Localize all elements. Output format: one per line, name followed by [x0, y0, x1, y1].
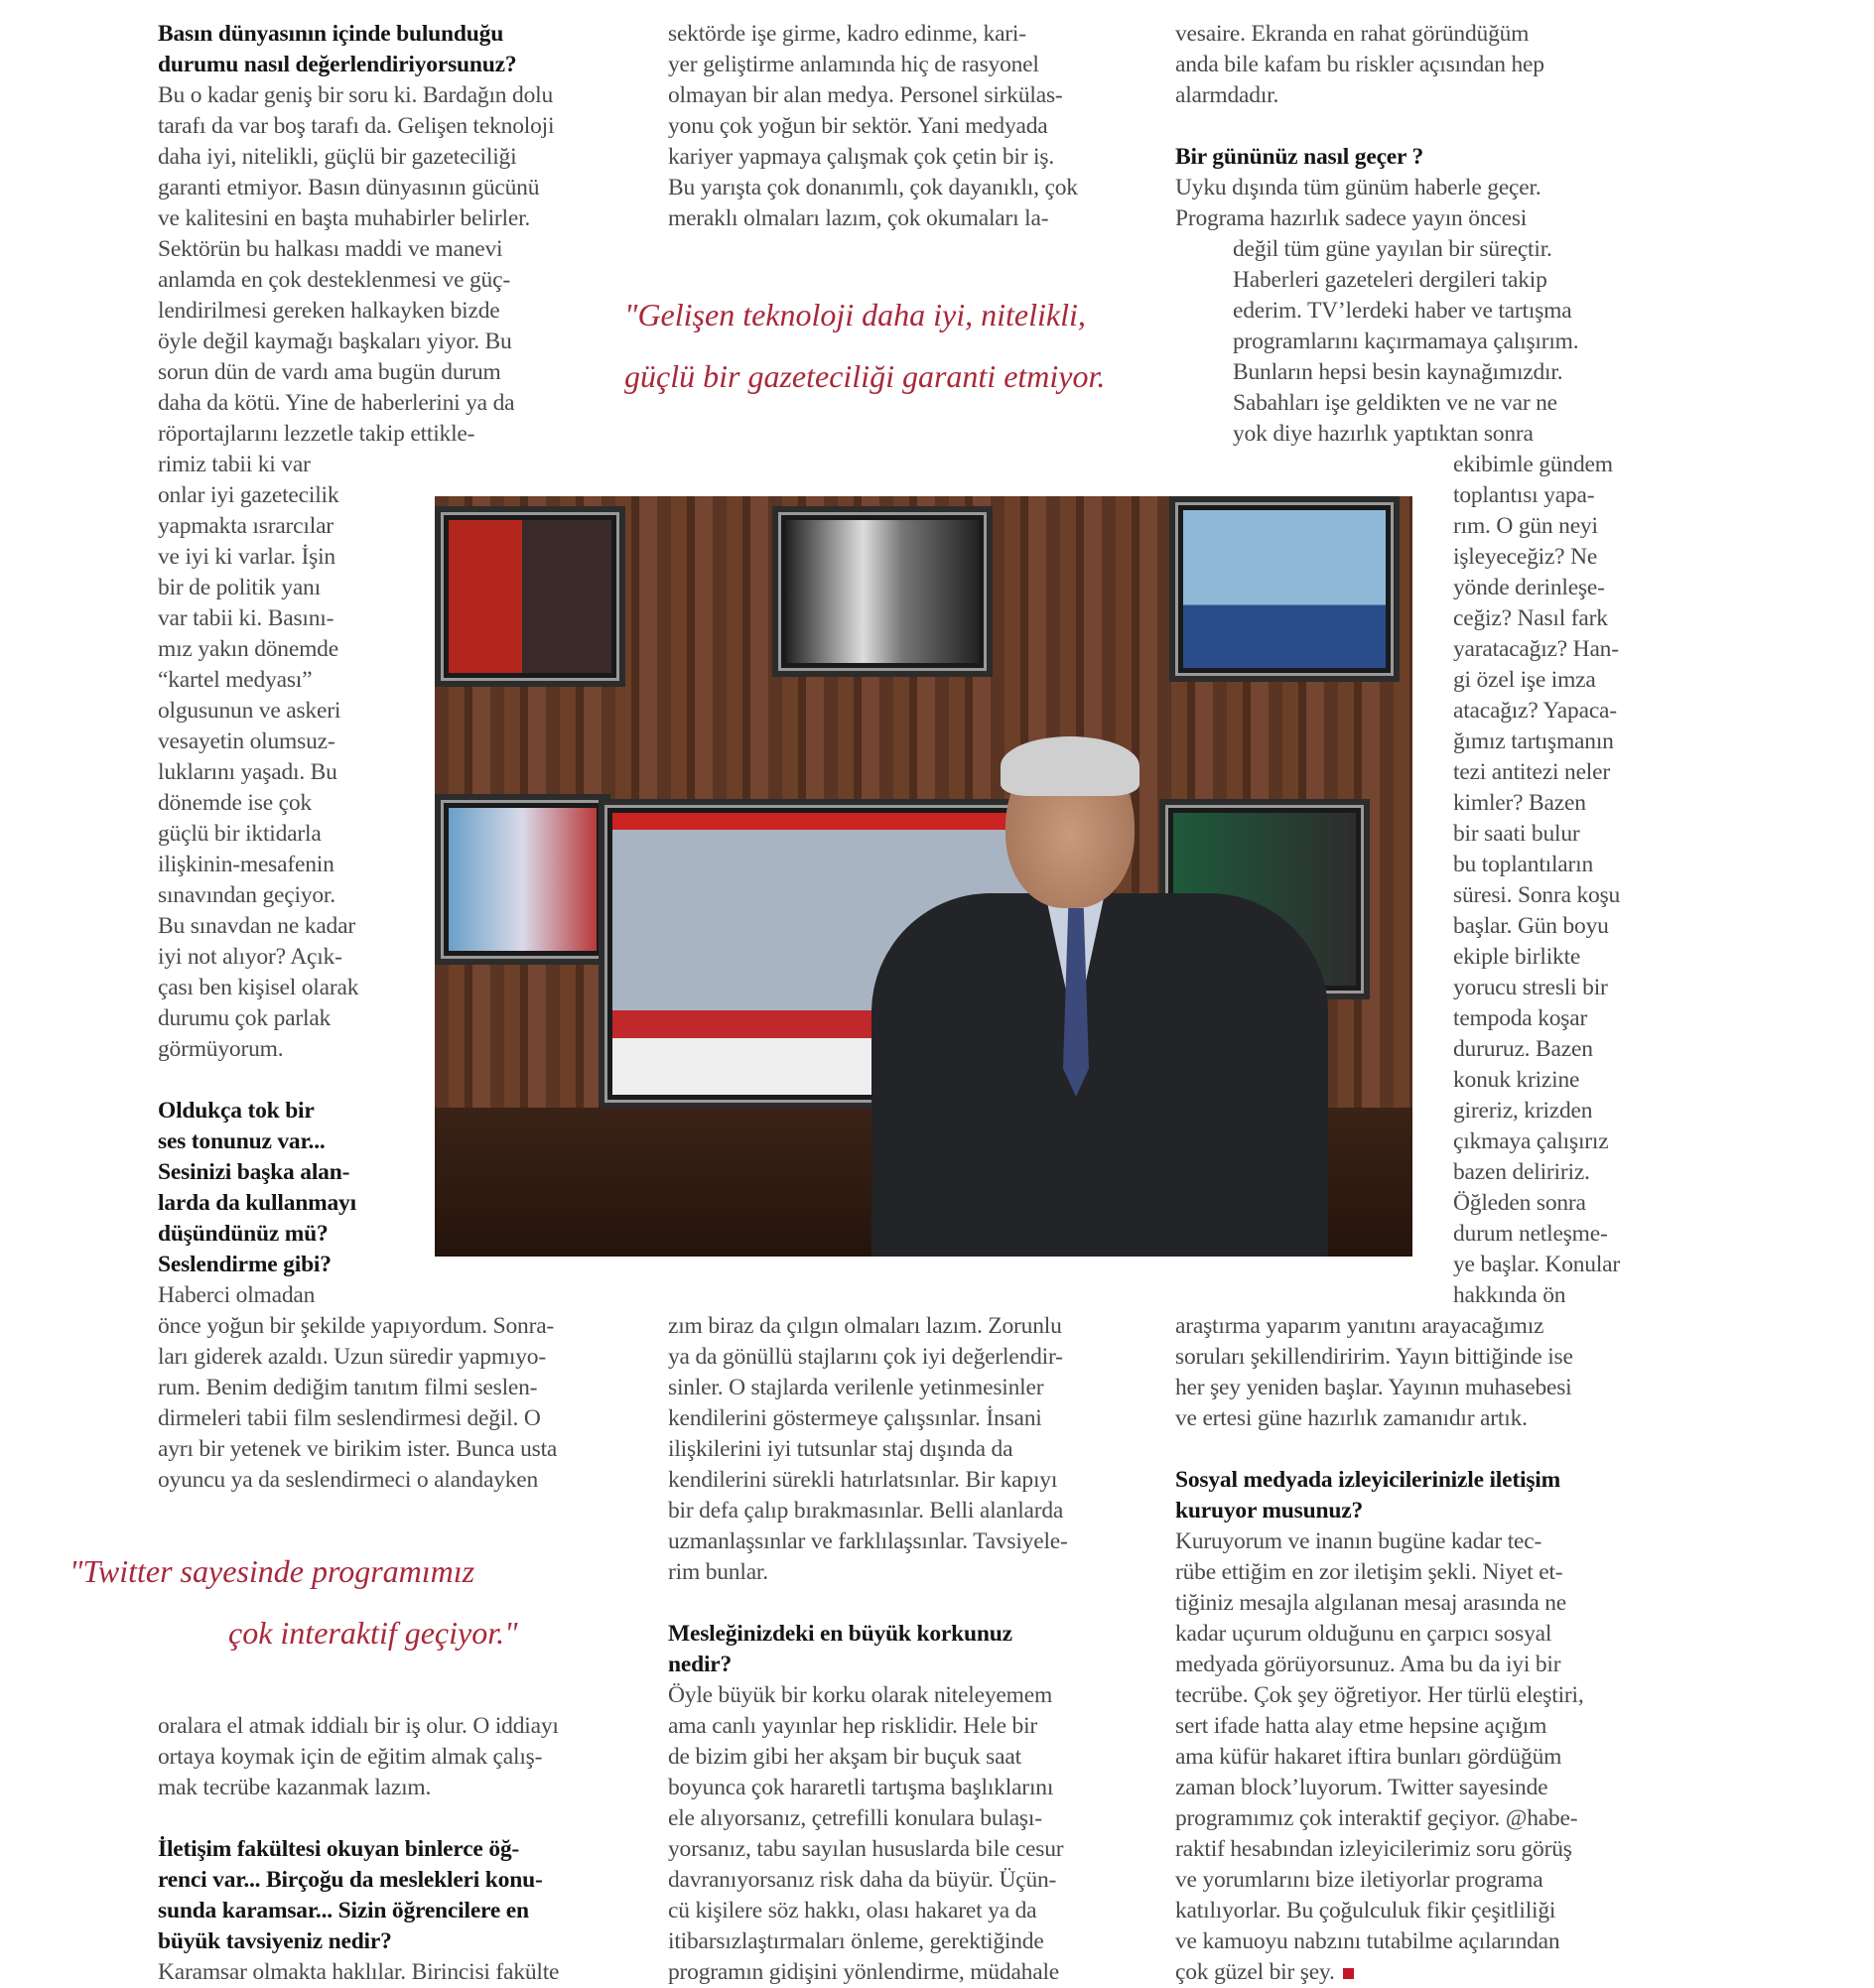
- answer-paragraph: [1233, 234, 1662, 450]
- pull-quote-line: "Twitter sayesinde programımız: [69, 1553, 475, 1589]
- answer-paragraph: [668, 19, 1154, 234]
- article-end-mark-icon: [1343, 1968, 1354, 1979]
- text-line: yönde derinleşe-: [1453, 575, 1605, 600]
- text-line: soruları şekillendiririm. Yayın bittiğinde ise: [1175, 1344, 1573, 1370]
- text-line: ses tonunuz var...: [158, 1128, 326, 1154]
- text-line: İletişim fakültesi okuyan binlerce öğ-: [158, 1836, 520, 1862]
- text-line: meraklı olmaları lazım, çok okumaları la-: [668, 205, 1049, 231]
- text-line: Bunların hepsi besin kaynağımızdır.: [1233, 359, 1563, 385]
- text-line: alarmdadır.: [1175, 82, 1279, 108]
- text-line: kendilerini sürekli hatırlatsınlar. Bir kapıyı: [668, 1467, 1058, 1493]
- text-line: Programa hazırlık sadece yayın öncesi: [1175, 205, 1528, 231]
- text-line: nedir?: [668, 1652, 733, 1677]
- text-line: güçlü bir iktidarla: [158, 821, 322, 847]
- text-line: de bizim gibi her akşam bir buçuk saat: [668, 1744, 1021, 1770]
- question-heading: [668, 1619, 1154, 1680]
- text-line: Sesinizi başka alan-: [158, 1159, 350, 1185]
- text-line: bir defa çalıp bırakmasınlar. Belli alanlarda: [668, 1498, 1064, 1524]
- text-line: düşündünüz mü?: [158, 1221, 329, 1247]
- text-line: yapmakta ısrarcılar: [158, 513, 334, 539]
- interviewee: [871, 744, 1328, 1257]
- text-line: olmayan bir alan medya. Personel sirkülas-: [668, 82, 1063, 108]
- text-line: durumu çok parlak: [158, 1005, 332, 1031]
- text-line: her şey yeniden başlar. Yayının muhasebesi: [1175, 1375, 1572, 1400]
- text-line: rim bunlar.: [668, 1559, 768, 1585]
- text-line: ğımız tartışmanın: [1453, 729, 1614, 754]
- text-line: garanti etmiyor. Basın dünyasının gücünü: [158, 175, 540, 200]
- text-line: daha da kötü. Yine de haberlerini ya da: [158, 390, 515, 416]
- text-line: Öyle büyük bir korku olarak niteleyemem: [668, 1682, 1053, 1708]
- text-line: var tabii ki. Basını-: [158, 605, 335, 631]
- answer-paragraph: [1175, 1311, 1662, 1434]
- text-line: rım. O gün neyi: [1453, 513, 1598, 539]
- text-line: çası ben kişisel olarak: [158, 975, 359, 1000]
- text-line: durum netleşme-: [1453, 1221, 1608, 1247]
- text-line: ilişkilerini iyi tutsunlar staj dışında da: [668, 1436, 1013, 1462]
- question-heading: [158, 19, 634, 80]
- text-line: ları giderek azaldı. Uzun süredir yapmıyo-: [158, 1344, 546, 1370]
- text-line: ya da gönüllü stajlarını çok iyi değerlendir-: [668, 1344, 1063, 1370]
- text-line: bu toplantıların: [1453, 852, 1594, 877]
- pull-quote-line: "Gelişen teknoloji daha iyi, nitelikli,: [624, 297, 1086, 332]
- text-line: atacağız? Yapaca-: [1453, 698, 1617, 724]
- text-line: sert ifade hatta alay etme hepsine açığım: [1175, 1713, 1547, 1739]
- text-line: mak tecrübe kazanmak lazım.: [158, 1775, 432, 1800]
- text-line: işleyeceğiz? Ne: [1453, 544, 1598, 570]
- text-line: ayrı bir yetenek ve birikim ister. Bunca usta: [158, 1436, 558, 1462]
- tv-monitor: [772, 506, 993, 677]
- text-line: kariyer yapmaya çalışmak çok çetin bir iş.: [668, 144, 1054, 170]
- text-line: yorucu stresli bir: [1453, 975, 1608, 1000]
- text-line: ve kamuoyu nabzını tutabilme açılarından: [1175, 1928, 1560, 1954]
- text-line: başlar. Gün boyu: [1453, 913, 1609, 939]
- text-line: gireriz, krizden: [1453, 1098, 1593, 1124]
- text-line: çok güzel bir şey.: [1175, 1957, 1662, 1988]
- text-line: röportajlarını lezzetle takip ettikle-: [158, 421, 475, 447]
- pull-quote-line: çok interaktif geçiyor.": [228, 1615, 518, 1651]
- text-line: tiğiniz mesajla algılanan mesaj arasında ne: [1175, 1590, 1567, 1616]
- text-line: programlarını kaçırmamaya çalışırım.: [1233, 329, 1579, 354]
- answer-paragraph: [1175, 1526, 1662, 1988]
- question-heading: [158, 1834, 634, 1957]
- text-line: kadar uçurum olduğunu en çarpıcı sosyal: [1175, 1621, 1552, 1647]
- text-line: Bu o kadar geniş bir soru ki. Bardağın dolu: [158, 82, 554, 108]
- text-line: ama canlı yayınlar hep risklidir. Hele bir: [668, 1713, 1038, 1739]
- text-line: ederim. TV’lerdeki haber ve tartışma: [1233, 298, 1572, 324]
- pull-quote-twitter: [69, 1540, 625, 1663]
- text-line: oralara el atmak iddialı bir iş olur. O iddiayı: [158, 1713, 559, 1739]
- pull-quote-technology: [624, 284, 1180, 407]
- answer-paragraph: [1175, 173, 1662, 234]
- text-line: anlamda en çok desteklenmesi ve güç-: [158, 267, 510, 293]
- text-line: durumu nasıl değerlendiriyorsunuz?: [158, 52, 517, 77]
- answer-paragraph: [1453, 450, 1662, 1311]
- text-line: tempoda koşar: [1453, 1005, 1588, 1031]
- answer-paragraph: [158, 1280, 634, 1496]
- text-line: yaratacağız? Han-: [1453, 636, 1619, 662]
- column-2-top: [668, 19, 1154, 234]
- text-line: dirmeleri tabii film seslendirmesi değil. O: [158, 1405, 541, 1431]
- text-line: yonu çok yoğun bir sektör. Yani medyada: [668, 113, 1048, 139]
- text-line: Uyku dışında tüm günüm haberle geçer.: [1175, 175, 1541, 200]
- text-line: renci var... Birçoğu da meslekleri konu-: [158, 1867, 543, 1893]
- text-line: bir saati bulur: [1453, 821, 1580, 847]
- text-line: medyada görüyorsunuz. Ama bu da iyi bir: [1175, 1652, 1561, 1677]
- text-line: çıkmaya çalışırız: [1453, 1128, 1609, 1154]
- text-line: öyle değil kaymağı başkaları yiyor. Bu: [158, 329, 512, 354]
- text-line: konuk krizine: [1453, 1067, 1580, 1093]
- text-line: ekibimle gündem: [1453, 452, 1613, 477]
- text-line: Sosyal medyada izleyicilerinizle iletişim: [1175, 1467, 1560, 1493]
- text-line: rum. Benim dediğim tanıtım filmi seslen-: [158, 1375, 538, 1400]
- text-line: iyi not alıyor? Açık-: [158, 944, 342, 970]
- text-line: tezi antitezi neler: [1453, 759, 1610, 785]
- answer-paragraph: [158, 1711, 634, 1803]
- text-line: Bu yarışta çok donanımlı, çok dayanıklı, çok: [668, 175, 1078, 200]
- text-line: ve kalitesini en başta muhabirler belirler.: [158, 205, 531, 231]
- text-line: süresi. Sonra koşu: [1453, 882, 1621, 908]
- text-line: yer geliştirme anlamında hiç de rasyonel: [668, 52, 1039, 77]
- tv-monitor: [1169, 496, 1400, 682]
- text-line: Karamsar olmakta haklılar. Birincisi fakülte: [158, 1959, 560, 1985]
- text-line: bazen deliririz.: [1453, 1159, 1590, 1185]
- text-line: itibarsızlaştırmaları önleme, gerektiğinde: [668, 1928, 1044, 1954]
- answer-paragraph: [158, 1957, 634, 1988]
- text-line: Bu sınavdan ne kadar: [158, 913, 355, 939]
- text-line: büyük tavsiyeniz nedir?: [158, 1928, 392, 1954]
- text-line: oyuncu ya da seslendirmeci o alandayken: [158, 1467, 539, 1493]
- answer-paragraph: [668, 1311, 1154, 1588]
- text-line: görmüyorum.: [158, 1036, 284, 1062]
- text-line: kuruyor musunuz?: [1175, 1498, 1363, 1524]
- text-line: ekiple birlikte: [1453, 944, 1581, 970]
- text-line: vesayetin olumsuz-: [158, 729, 335, 754]
- text-line: ele alıyorsanız, çetrefilli konulara bulaşı-: [668, 1805, 1042, 1831]
- text-line: Haberleri gazeteleri dergileri takip: [1233, 267, 1547, 293]
- text-line: kendilerini göstermeye çalışsınlar. İnsani: [668, 1405, 1042, 1431]
- text-line: zaman block’luyorum. Twitter sayesinde: [1175, 1775, 1548, 1800]
- text-line: lendirilmesi gereken halkayken bizde: [158, 298, 500, 324]
- text-line: değil tüm güne yayılan bir süreçtir.: [1233, 236, 1552, 262]
- text-line: tecrübe. Çok şey öğretiyor. Her türlü eleştiri,: [1175, 1682, 1584, 1708]
- text-line: luklarını yaşadı. Bu: [158, 759, 337, 785]
- text-line: programımız çok interaktif geçiyor. @habe-: [1175, 1805, 1578, 1831]
- answer-paragraph: [1175, 19, 1662, 111]
- text-line: davranıyorsanız risk daha da büyür. Üçün-: [668, 1867, 1057, 1893]
- text-line: Mesleğinizdeki en büyük korkunuz: [668, 1621, 1012, 1647]
- pull-quote-line: güçlü bir gazeteciliği garanti etmiyor.: [624, 358, 1106, 394]
- text-line: zım biraz da çılgın olmaları lazım. Zorunlu: [668, 1313, 1062, 1339]
- text-line: kimler? Bazen: [1453, 790, 1586, 816]
- text-line: mız yakın dönemde: [158, 636, 338, 662]
- tv-monitor: [435, 794, 610, 965]
- text-line: toplantısı yapa-: [1453, 482, 1595, 508]
- text-line: sorun dün de vardı ama bugün durum: [158, 359, 501, 385]
- text-line: ortaya koymak için de eğitim almak çalış-: [158, 1744, 543, 1770]
- text-line: Sektörün bu halkası maddi ve manevi: [158, 236, 503, 262]
- text-line: bir de politik yanı: [158, 575, 321, 600]
- text-line: ama küfür hakaret iftira bunları gördüğüm: [1175, 1744, 1562, 1770]
- text-line: araştırma yaparım yanıtını arayacağımız: [1175, 1313, 1544, 1339]
- text-line: ve iyi ki varlar. İşin: [158, 544, 335, 570]
- text-line: sunda karamsar... Sizin öğrencilere en: [158, 1898, 529, 1923]
- text-line: tarafı da var boş tarafı da. Gelişen teknoloji: [158, 113, 555, 139]
- text-line: rübe ettiğim en zor iletişim şekli. Niyet et-: [1175, 1559, 1563, 1585]
- text-line: sınavından geçiyor.: [158, 882, 335, 908]
- text-line: “kartel medyası”: [158, 667, 313, 693]
- text-line: rimiz tabii ki var: [158, 452, 311, 477]
- text-line: sektörde işe girme, kadro edinme, kari-: [668, 21, 1026, 47]
- answer-paragraph: [668, 1680, 1154, 1988]
- text-line: ilişkinin-mesafenin: [158, 852, 335, 877]
- text-line: hakkında ön: [1453, 1282, 1566, 1308]
- text-line: ve ertesi güne hazırlık zamanıdır artık.: [1175, 1405, 1528, 1431]
- text-line: gi özel işe imza: [1453, 667, 1596, 693]
- text-line: yorsanız, tabu sayılan hususlarda bile cesur: [668, 1836, 1064, 1862]
- text-line: Basın dünyasının içinde bulunduğu: [158, 21, 504, 47]
- column-2-bottom: [668, 1311, 1154, 1988]
- text-line: dururuz. Bazen: [1453, 1036, 1593, 1062]
- text-line: Seslendirme gibi?: [158, 1252, 332, 1277]
- text-line: larda da kullanmayı: [158, 1190, 356, 1216]
- text-line: Kuruyorum ve inanın bugüne kadar tec-: [1175, 1528, 1542, 1554]
- text-line: Haberci olmadan: [158, 1282, 316, 1308]
- text-line: yok diye hazırlık yaptıktan sonra: [1233, 421, 1534, 447]
- text-line: Öğleden sonra: [1453, 1190, 1586, 1216]
- text-line: programın gidişini yönlendirme, müdahale: [668, 1959, 1060, 1985]
- text-line: Bir gününüz nasıl geçer ?: [1175, 144, 1424, 170]
- text-line: uzmanlaşsınlar ve farklılaşsınlar. Tavsiyele-: [668, 1528, 1068, 1554]
- text-line: anda bile kafam bu riskler açısından hep: [1175, 52, 1544, 77]
- question-heading: [1175, 1465, 1662, 1526]
- text-line: sinler. O stajlarda verilenle yetinmesinler: [668, 1375, 1044, 1400]
- text-line: Sabahları işe geldikten ve ne var ne: [1233, 390, 1557, 416]
- tv-monitor: [435, 506, 625, 687]
- text-line: cü kişilere söz hakkı, olası hakaret ya da: [668, 1898, 1037, 1923]
- text-line: daha iyi, nitelikli, güçlü bir gazeteciliği: [158, 144, 517, 170]
- text-line: vesaire. Ekranda en rahat göründüğüm: [1175, 21, 1530, 47]
- text-line: onlar iyi gazetecilik: [158, 482, 339, 508]
- text-line: ye başlar. Konular: [1453, 1252, 1621, 1277]
- interview-photo: [435, 496, 1412, 1257]
- text-line: raktif hesabından izleyicilerimiz soru görüş: [1175, 1836, 1572, 1862]
- text-line: olgusunun ve askeri: [158, 698, 341, 724]
- question-heading: [1175, 142, 1662, 173]
- text-line: katılıyorlar. Bu çoğulculuk fikir çeşitliliği: [1175, 1898, 1556, 1923]
- text-line: dönemde ise çok: [158, 790, 312, 816]
- text-line: Oldukça tok bir: [158, 1098, 315, 1124]
- text-line: ve yorumlarını bize iletiyorlar programa: [1175, 1867, 1543, 1893]
- text-line: önce yoğun bir şekilde yapıyordum. Sonra-: [158, 1313, 555, 1339]
- text-line: ceğiz? Nasıl fark: [1453, 605, 1608, 631]
- text-line: boyunca çok hararetli tartışma başlıklarını: [668, 1775, 1054, 1800]
